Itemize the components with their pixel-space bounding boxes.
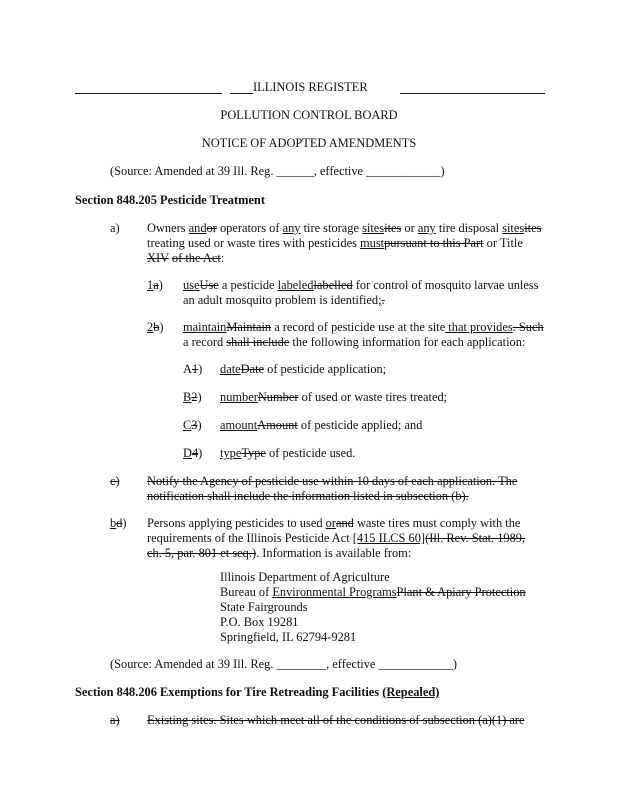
board-title: POLLUTION CONTROL BOARD <box>220 108 398 122</box>
section-205-heading: Section 848.205 Pesticide Treatment <box>75 193 265 207</box>
item-B-label: B2) <box>183 390 202 404</box>
section-206-a-text: Existing sites. Sites which meet all of the conditions of subsection (a)(1) are <box>147 713 525 727</box>
subsection-a-label: a) <box>110 221 120 235</box>
section-206-a-label: a) <box>110 713 120 727</box>
subsection-a-text: Owners andor operators of any tire storage sitesites or any tire disposal sitesites treating used or waste tires with pesticides mustpursuant to this Part or Title XIV of the Act: <box>147 221 542 265</box>
item-B-text: numberNumber of used or waste tires treated; <box>220 390 448 404</box>
item-C-label: C3) <box>183 418 202 432</box>
address-line-1: Illinois Department of Agriculture <box>220 570 390 584</box>
item-A-label: A1) <box>183 362 203 376</box>
source-note-bottom: (Source: Amended at 39 Ill. Reg. ________, effective ____________) <box>110 657 457 671</box>
header-rule-right <box>400 93 545 94</box>
header-rule-left-short <box>230 93 253 94</box>
item-1-label: 1a) <box>147 278 163 292</box>
item-2-label: 2b) <box>147 320 164 334</box>
subsection-b-label: bd) <box>110 516 127 530</box>
subsection-b-text: Persons applying pesticides to used orand waste tires must comply with the requirements of the Illinois Pesticide Act [415 ILCS 60](Ill. Rev. Stat. 1989, ch. 5, par. 801 et seq.). Information is available from: <box>147 516 526 560</box>
subsection-c-label: c) <box>110 474 120 488</box>
section-206-heading: Section 848.206 Exemptions for Tire Retreading Facilities (Repealed) <box>75 685 440 699</box>
address-line-3: State Fairgrounds <box>220 600 308 614</box>
address-line-2: Bureau of Environmental ProgramsPlant & Apiary Protection <box>220 585 526 599</box>
address-line-4: P.O. Box 19281 <box>220 615 299 629</box>
header-rule-left <box>75 93 222 94</box>
notice-title: NOTICE OF ADOPTED AMENDMENTS <box>201 136 417 150</box>
item-D-label: D4) <box>183 446 203 460</box>
item-D-text: typeType of pesticide used. <box>220 446 356 460</box>
item-A-text: dateDate of pesticide application; <box>220 362 387 376</box>
source-note-top: (Source: Amended at 39 Ill. Reg. ______, effective ____________) <box>110 164 445 178</box>
address-line-5: Springfield, IL 62794-9281 <box>220 630 357 644</box>
item-1-text: useUse a pesticide labeledlabelled for control of mosquito larvae unless an adult mosquito problem is identified;. <box>183 278 539 307</box>
item-2-text: maintainMaintain a record of pesticide use at the site that provides. Such a record shall include the following information for each application: <box>183 320 544 349</box>
subsection-c-text: Notify the Agency of pesticide use within 10 days of each application. The notification shall include the information listed in subsection (b). <box>147 474 518 503</box>
register-title: ILLINOIS REGISTER <box>253 80 368 94</box>
item-C-text: amountAmount of pesticide applied; and <box>220 418 423 432</box>
